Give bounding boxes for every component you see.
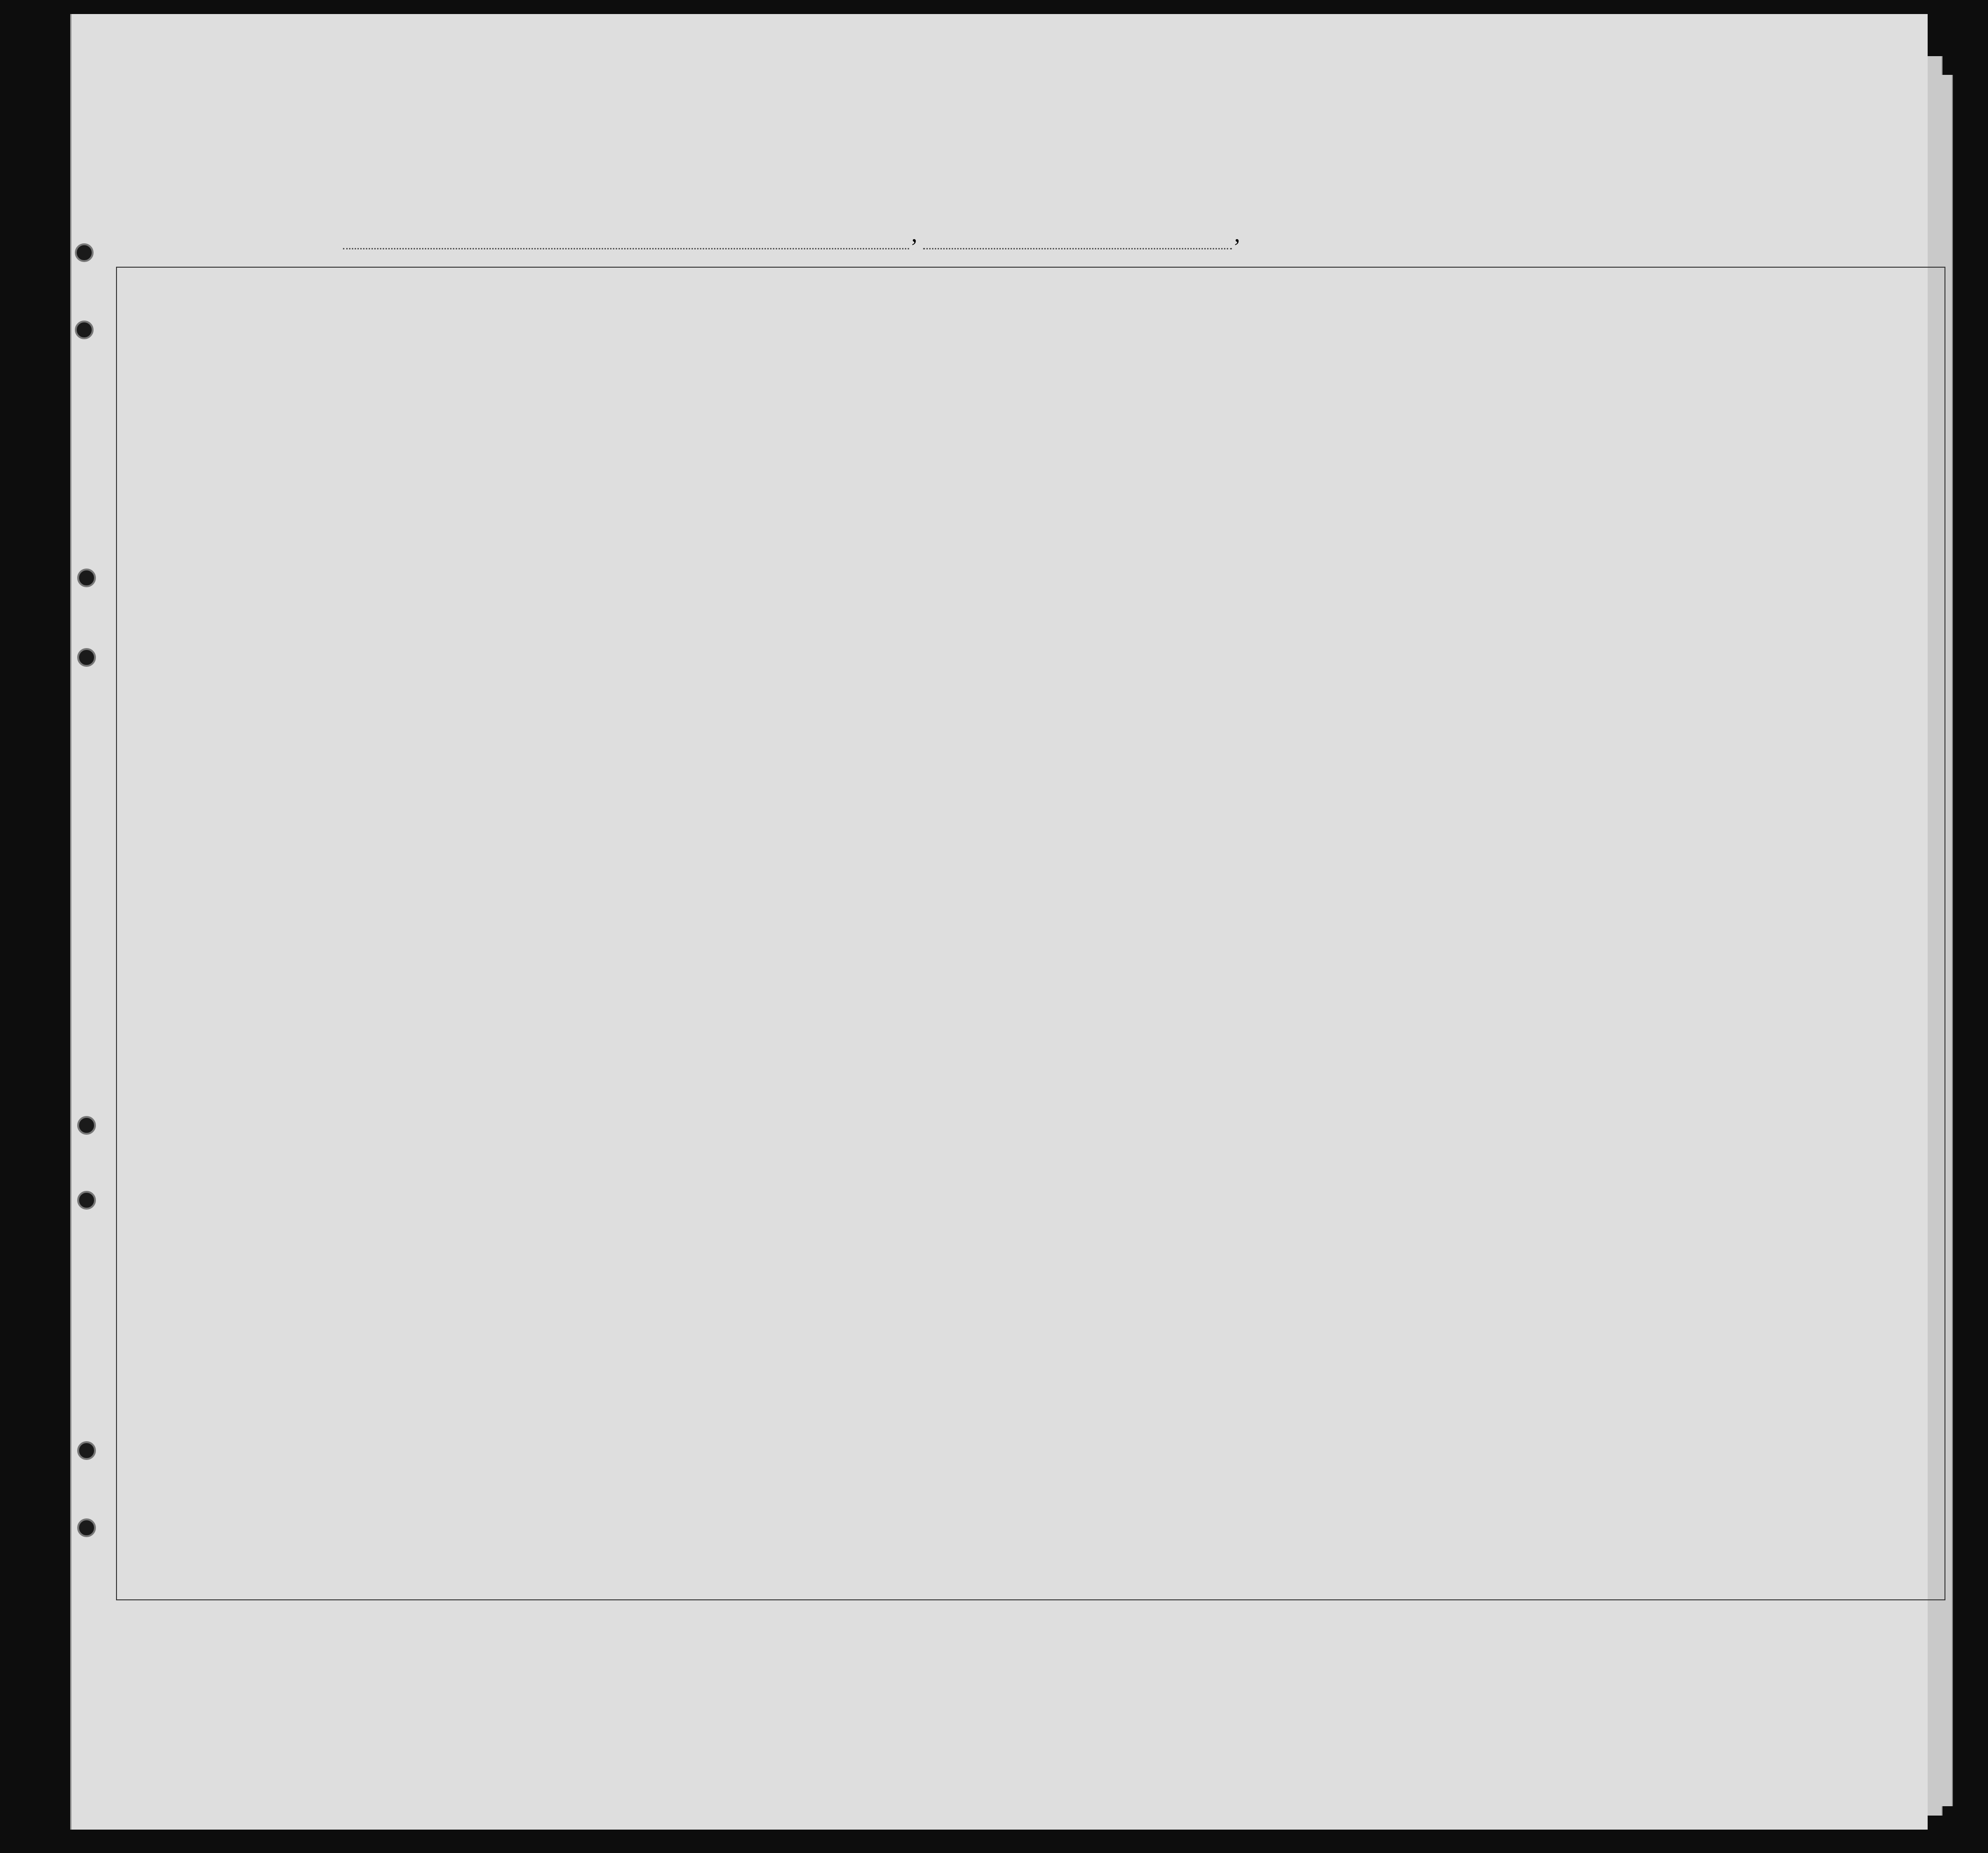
binder-hole: [77, 1441, 96, 1460]
manifest-sheet: [70, 14, 1928, 1830]
manifest-table: [116, 267, 1945, 1600]
date-fill-line: [923, 225, 1232, 249]
comma-separator: ,: [911, 220, 918, 247]
binder-hole: [77, 648, 96, 667]
binder-hole: [75, 243, 94, 262]
comma-separator: ,: [1234, 220, 1240, 247]
binder-hole: [77, 1191, 96, 1210]
binder-hole: [75, 321, 94, 339]
binder-hole: [77, 569, 96, 587]
binder-hole: [77, 1518, 96, 1537]
port-fill-line: [343, 225, 909, 249]
binder-hole: [77, 1116, 96, 1135]
